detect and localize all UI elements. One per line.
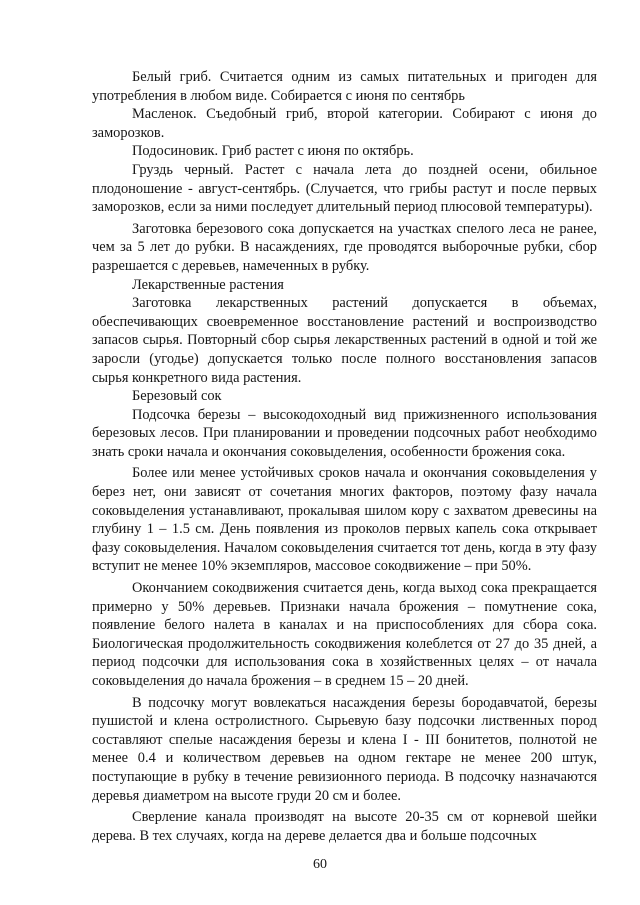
paragraph-sap-flow-start: Более или менее устойчивых сроков начала и окончания соковыделения у берез нет, они зависят от сочетания многих факторов, поэтому фазу начала соковыделения устанавливают, прокалывая шилом кору с захватом древесины на глубину 1 – 1.5 см. День появления из проколов первых капель сока открывает фазу соковыделения. Началом соковыделения считается тот день, когда в эту фазу вступит не менее 10% экземпляров, массовое сокодвижение – при 50%.: [92, 465, 597, 575]
paragraph-tapping-stands: В подсочку могут вовлекаться насаждения березы бородавчатой, березы пушистой и клена остролистного. Сырьевую базу подсочки лиственных пород составляют спелые насаждения березы и клена I - III бонитетов, полнотой не менее 0.4 и количеством деревьев на одном гектаре не менее 200 штук, поступающие в рубку в течение ревизионного периода. В подсочку назначаются деревья диаметром на высоте груди 20 см и более.: [92, 694, 597, 804]
paragraph-birch-tapping: Подсочка березы – высокодоходный вид прижизненного использования березовых лесов. При планировании и проведении подсочных работ необходимо знать сроки начала и окончания соковыделения, особенности брожения сока.: [92, 406, 597, 460]
paragraph-white-mushroom: Белый гриб. Считается одним из самых питательных и пригоден для употребления в любом виде. Собирается с июня по сентябрь: [92, 69, 597, 104]
paragraph-birch-sap-harvest: Заготовка березового сока допускается на участках спелого леса не ранее, чем за 5 лет до рубки. В насаждениях, где проводятся выборочные рубки, сбор разрешается с деревьев, намеченных в рубку.: [92, 220, 597, 274]
paragraph-butter-mushroom: Масленок. Съедобный гриб, второй категории. Собирают с июня до заморозков.: [92, 106, 597, 141]
heading-medicinal-plants: Лекарственные растения: [132, 276, 284, 293]
paragraph-black-milk-mushroom: Груздь черный. Растет с начала лета до поздней осени, обильное плодоношение - август-сентябрь. (Случается, что грибы растут и после первых заморозков, если за ними последует длительный период плюсовой температуры).: [92, 161, 597, 216]
paragraph-channel-drilling: Сверление канала производят на высоте 20-35 см от корневой шейки дерева. В тех случаях, когда на дереве делается два и больше подсочных: [92, 809, 597, 844]
heading-birch-sap: Березовый сок: [132, 388, 222, 405]
paragraph-medicinal-plants: Заготовка лекарственных растений допускается в объемах, обеспечивающих своевременное восстановление растений и воспроизводство запасов сырья. Повторный сбор сырья лекарственных растений в одной и той же заросли (угодье) допускается только после полного восстановления запасов сырья конкретного вида растения.: [92, 295, 597, 386]
paragraph-red-cap-mushroom: Подосиновик. Гриб растет с июня по октябрь.: [132, 143, 414, 160]
page-number: 60: [313, 857, 327, 872]
page-body: [92, 68, 597, 845]
paragraph-sap-flow-end: Окончанием сокодвижения считается день, когда выход сока прекращается примерно у 50% деревьев. Признаки начала брожения – помутнение сока, появление белого налета в каналах и на приспособлениях для сбора сока. Биологическая продолжительность сокодвижения колеблется от 27 до 35 дней, а период подсочки для использования сока в хозяйственных целях – от начала соковыделения до начала брожения – в среднем 15 – 20 дней.: [92, 580, 597, 689]
